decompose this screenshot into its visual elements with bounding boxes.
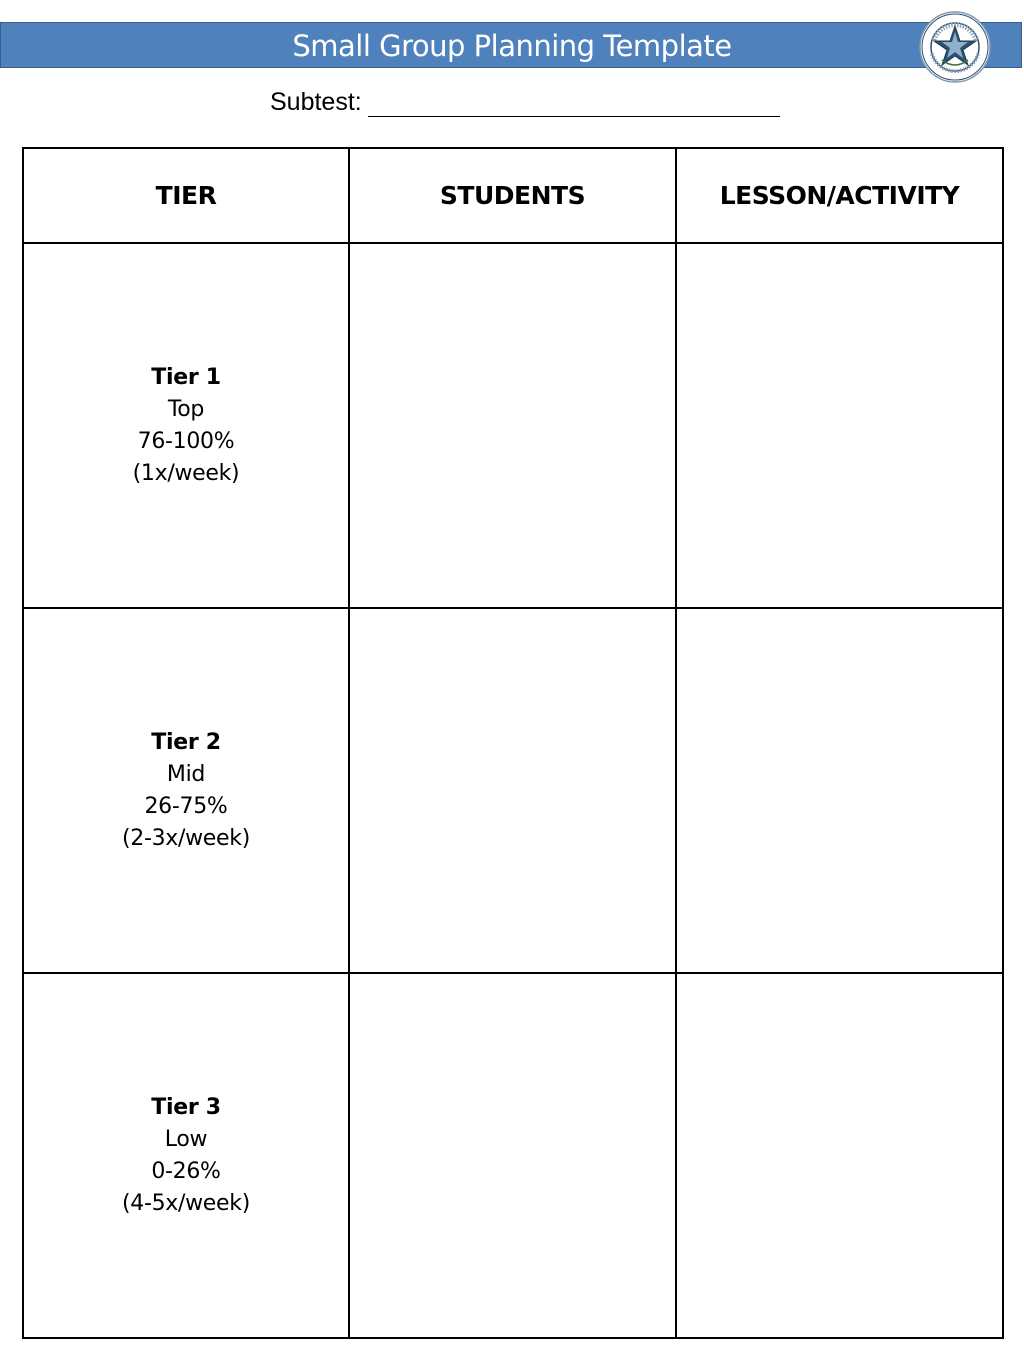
lesson-activity-cell[interactable]: [676, 243, 1003, 608]
tier-name: Tier 1: [151, 364, 221, 390]
tier-cell: [23, 973, 349, 1338]
column-header-students: STUDENTS: [349, 148, 676, 243]
planning-table: [22, 147, 1004, 1339]
tier-name: Tier 3: [151, 1094, 221, 1120]
table-header-row: [23, 148, 1003, 243]
tier-range: 0-26%: [151, 1158, 221, 1184]
column-header-lesson-activity: LESSON/ACTIVITY: [676, 148, 1003, 243]
table-row: [23, 243, 1003, 608]
lesson-activity-cell[interactable]: [676, 608, 1003, 973]
tier-range: 76-100%: [137, 428, 235, 454]
tier-name: Tier 2: [151, 729, 221, 755]
tier-frequency: (4-5x/week): [121, 1190, 251, 1216]
students-cell[interactable]: [349, 608, 676, 973]
tier-level: Top: [167, 396, 205, 422]
subtest-field[interactable]: [270, 88, 780, 117]
students-cell[interactable]: [349, 243, 676, 608]
table-row: [23, 608, 1003, 973]
subtest-label: Subtest:: [270, 88, 362, 116]
tier-level: Low: [164, 1126, 208, 1152]
tier-frequency: (2-3x/week): [121, 825, 251, 851]
students-cell[interactable]: [349, 973, 676, 1338]
column-header-tier: TIER: [23, 148, 349, 243]
tier-range: 26-75%: [144, 793, 228, 819]
lesson-activity-cell[interactable]: [676, 973, 1003, 1338]
header-bar: [0, 22, 1022, 68]
table-row: [23, 973, 1003, 1338]
tier-level: Mid: [166, 761, 206, 787]
tier-cell: [23, 243, 349, 608]
tier-frequency: (1x/week): [132, 460, 240, 486]
school-district-seal-icon: [918, 10, 992, 84]
page-title: Small Group Planning Template: [292, 29, 732, 63]
subtest-blank-line[interactable]: [368, 90, 780, 117]
tier-cell: [23, 608, 349, 973]
